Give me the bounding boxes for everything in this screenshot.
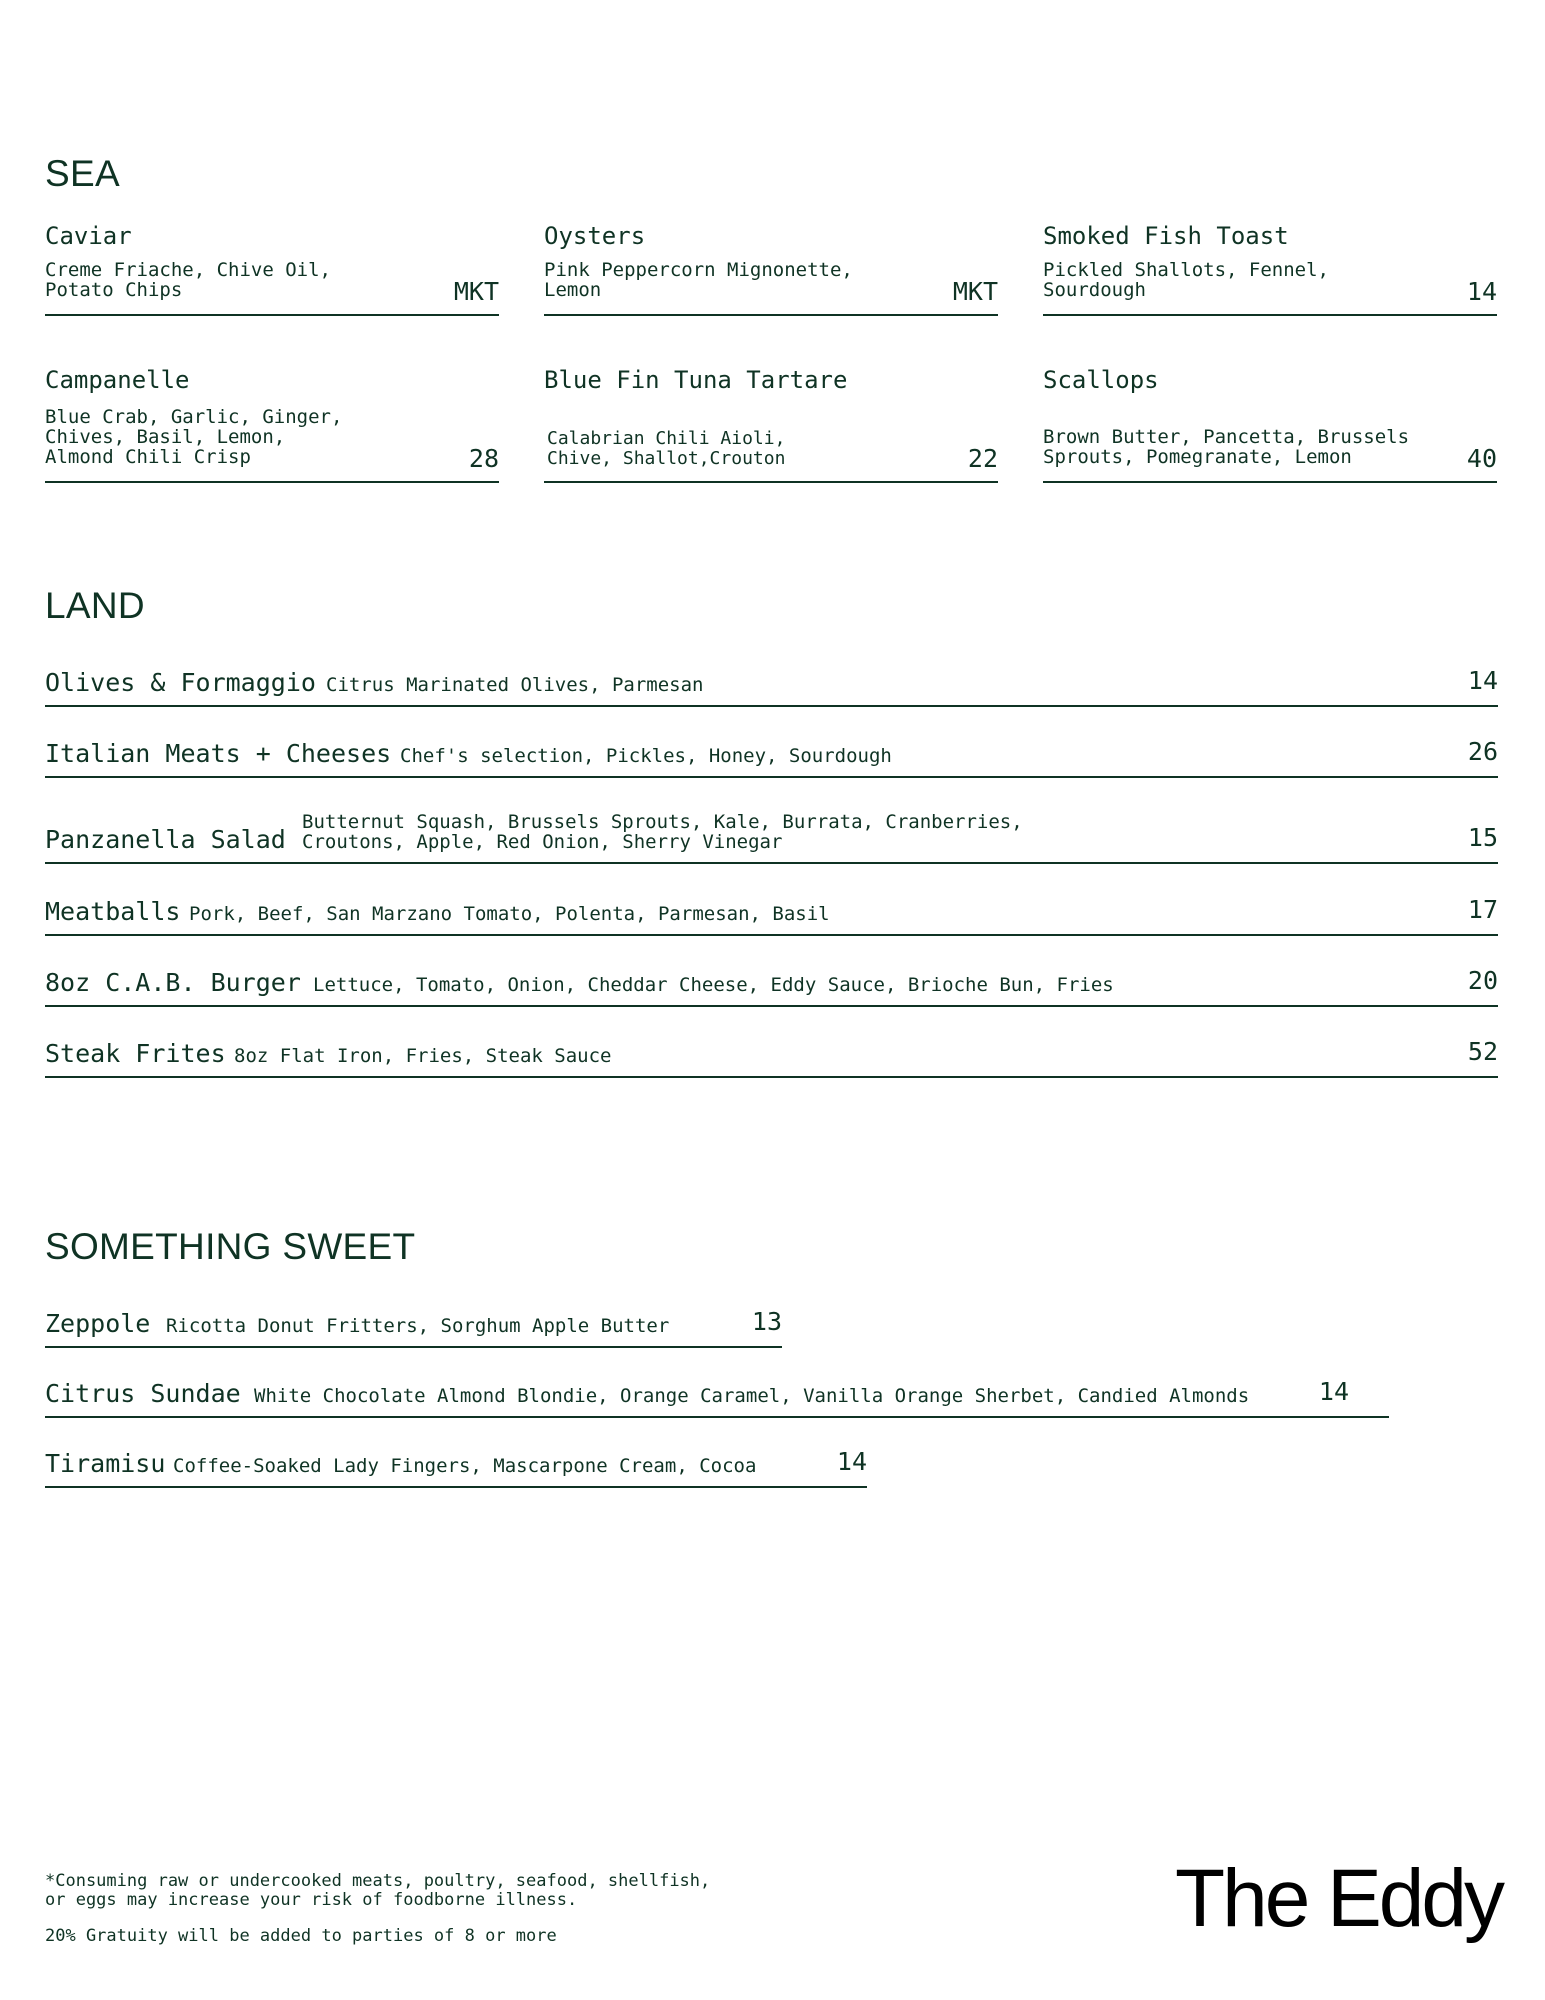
menu-item xyxy=(45,1441,867,1488)
item-description: Chef's selection, Pickles, Honey, Sourdough xyxy=(400,745,892,767)
menu-item xyxy=(45,220,499,316)
item-description: Pickled Shallots, Fennel, Sourdough xyxy=(1043,259,1329,301)
menu-item xyxy=(45,1371,1389,1418)
raw-food-disclaimer: *Consuming raw or undercooked meats, poultry, seafood, shellfish, or eggs may increase your risk of foodborne illness. xyxy=(45,1871,711,1910)
item-name: Panzanella Salad xyxy=(45,825,286,854)
item-description: Citrus Marinated Olives, Parmesan xyxy=(326,674,704,696)
item-name: Zeppole xyxy=(45,1309,151,1338)
item-name: Blue Fin Tuna Tartare xyxy=(544,366,848,394)
item-name: Olives & Formaggio xyxy=(45,668,316,697)
item-price: 17 xyxy=(1467,895,1498,924)
item-name: Steak Frites xyxy=(45,1039,226,1068)
item-price: 28 xyxy=(468,444,499,473)
item-name: Caviar xyxy=(45,222,132,250)
menu-item xyxy=(45,889,1498,936)
item-description: Creme Friache, Chive Oil, Potato Chips xyxy=(45,259,331,301)
item-price: MKT xyxy=(453,277,499,306)
section-title-sea: SEA xyxy=(45,153,120,194)
restaurant-logo: The Eddy xyxy=(1175,1853,1502,1944)
item-name: Oysters xyxy=(544,222,646,250)
item-name: Campanelle xyxy=(45,366,190,394)
item-name: Tiramisu xyxy=(45,1449,166,1478)
menu-item xyxy=(45,1031,1498,1078)
item-description: Calabrian Chili Aioli, Chive, Shallot,Crouton xyxy=(547,428,786,469)
menu-item xyxy=(45,731,1498,778)
item-price: 14 xyxy=(1466,277,1497,306)
item-price: 40 xyxy=(1466,444,1497,473)
item-name: 8oz C.A.B. Burger xyxy=(45,968,301,997)
item-price: 52 xyxy=(1467,1037,1498,1066)
item-name: Meatballs xyxy=(45,897,181,926)
item-name: Italian Meats + Cheeses xyxy=(45,739,392,768)
menu-item xyxy=(544,365,998,483)
menu-item xyxy=(45,960,1498,1007)
item-description: Butternut Squash, Brussels Sprouts, Kale, Burrata, Cranberries, Croutons, Apple, Red Onion, Sherry Vinegar xyxy=(302,811,1023,853)
item-description: Coffee-Soaked Lady Fingers, Mascarpone Cream, Cocoa xyxy=(173,1455,757,1477)
item-price: MKT xyxy=(952,277,998,306)
item-price: 15 xyxy=(1467,823,1498,852)
item-description: Ricotta Donut Fritters, Sorghum Apple Butter xyxy=(166,1315,670,1337)
item-description: Pink Peppercorn Mignonette, Lemon xyxy=(544,259,853,301)
menu-item xyxy=(45,800,1498,864)
item-price: 14 xyxy=(1467,666,1498,695)
menu-item xyxy=(1043,365,1497,483)
menu-item xyxy=(45,1301,782,1348)
item-price: 20 xyxy=(1467,966,1498,995)
item-price: 14 xyxy=(1318,1377,1349,1406)
item-name: Citrus Sundae xyxy=(45,1379,241,1408)
item-price: 14 xyxy=(836,1447,867,1476)
item-name: Smoked Fish Toast xyxy=(1043,222,1289,250)
menu-item xyxy=(45,660,1498,707)
item-price: 22 xyxy=(967,444,998,473)
item-description: Blue Crab, Garlic, Ginger, Chives, Basil, Lemon, Almond Chili Crisp xyxy=(45,406,343,468)
section-title-land: LAND xyxy=(45,585,145,626)
menu-item xyxy=(544,220,998,316)
item-description: Pork, Beef, San Marzano Tomato, Polenta, Parmesan, Basil xyxy=(189,903,830,925)
gratuity-note: 20% Gratuity will be added to parties of 8 or more xyxy=(45,1926,557,1946)
menu-item xyxy=(1043,220,1497,316)
section-title-something-sweet: SOMETHING SWEET xyxy=(45,1226,416,1267)
menu-item xyxy=(45,365,499,483)
item-description: 8oz Flat Iron, Fries, Steak Sauce xyxy=(234,1045,612,1067)
item-description: White Chocolate Almond Blondie, Orange Caramel, Vanilla Orange Sherbet, Candied Almonds xyxy=(254,1385,1250,1407)
item-description: Lettuce, Tomato, Onion, Cheddar Cheese, Eddy Sauce, Brioche Bun, Fries xyxy=(313,974,1114,996)
item-name: Scallops xyxy=(1043,366,1159,394)
item-price: 13 xyxy=(751,1307,782,1336)
item-price: 26 xyxy=(1467,737,1498,766)
item-description: Brown Butter, Pancetta, Brussels Sprouts, Pomegranate, Lemon xyxy=(1043,426,1410,468)
